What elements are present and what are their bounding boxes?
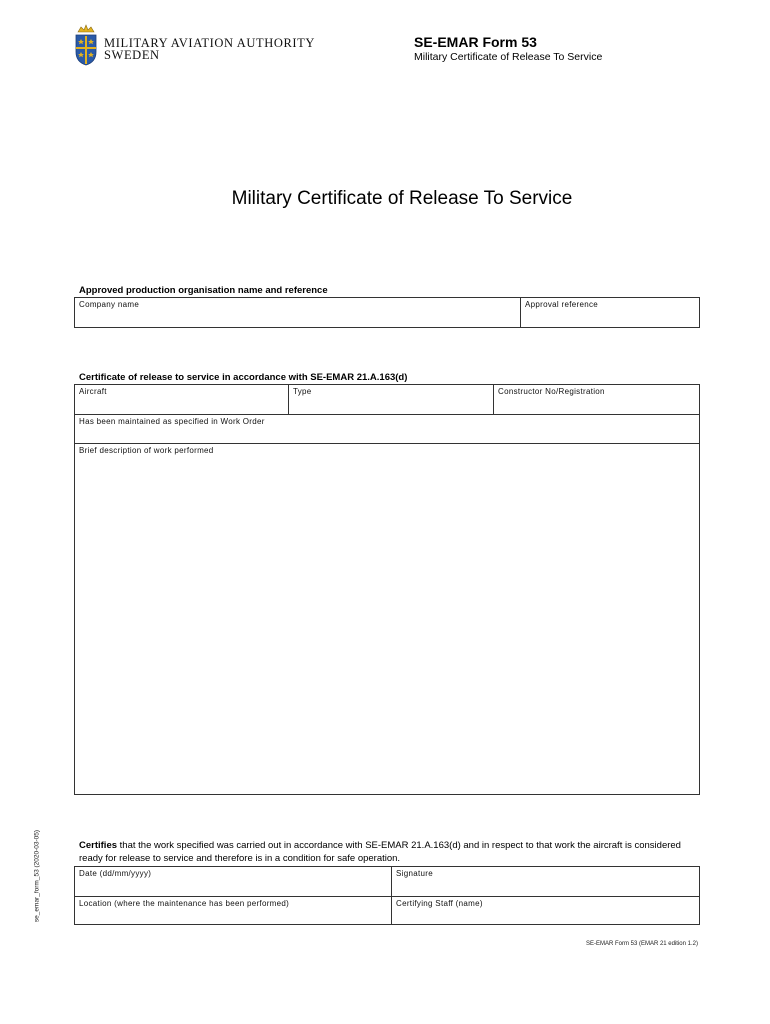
type-field[interactable] <box>289 385 493 414</box>
certifies-lead: Certifies <box>79 840 118 851</box>
aircraft-field[interactable] <box>75 385 288 414</box>
page-title: Military Certificate of Release To Service <box>231 188 573 209</box>
location-field[interactable] <box>75 897 391 924</box>
constructor-registration-label: Constructor No/Registration <box>498 387 605 396</box>
work-order-label: Has been maintained as specified in Work Order <box>79 417 265 426</box>
type-label: Type <box>293 387 312 396</box>
approval-reference-label: Approval reference <box>525 300 598 309</box>
org-name-line2: SWEDEN <box>104 48 160 62</box>
date-label: Date (dd/mm/yyyy) <box>79 869 152 878</box>
side-form-id-text: se_emar_form_53 (2020-03-05) <box>33 829 41 923</box>
certification-box <box>74 866 700 925</box>
side-form-id <box>32 830 42 922</box>
aircraft-label: Aircraft <box>79 387 107 396</box>
release-box <box>74 384 700 795</box>
certification-statement <box>79 839 699 865</box>
signature-field[interactable] <box>392 867 699 896</box>
form-code: SE-EMAR Form 53 <box>414 34 537 50</box>
authority-crest-logo <box>74 24 98 66</box>
signature-label: Signature <box>396 869 433 878</box>
org-name-line1: MILITARY AVIATION AUTHORITY <box>104 36 316 50</box>
certifying-staff-label: Certifying Staff (name) <box>396 899 483 908</box>
work-description-field[interactable] <box>75 444 699 794</box>
company-name-label: Company name <box>79 300 140 309</box>
certification-text: that the work specified was carried out in accordance with SE-EMAR 21.A.163(d) and in respect to that work the aircraft is considered ready for release to service and therefore is in a condition for safe operation. <box>79 840 681 864</box>
location-label: Location (where the maintenance has been performed) <box>79 899 290 908</box>
approval-reference-field[interactable] <box>521 298 699 327</box>
footer-form-reference: SE-EMAR Form 53 (EMAR 21 edition 1.2) <box>585 941 698 947</box>
work-description-label: Brief description of work performed <box>79 446 214 455</box>
constructor-registration-field[interactable] <box>494 385 699 414</box>
approved-org-section-label: Approved production organisation name and reference <box>79 285 328 296</box>
form-subtitle: Military Certificate of Release To Service <box>414 51 603 63</box>
certifying-staff-field[interactable] <box>392 897 699 924</box>
work-order-field[interactable] <box>75 415 699 443</box>
release-section-label: Certificate of release to service in accordance with SE-EMAR 21.A.163(d) <box>79 372 408 383</box>
company-name-field[interactable] <box>75 298 520 327</box>
date-field[interactable] <box>75 867 391 896</box>
approved-org-box <box>74 297 700 328</box>
